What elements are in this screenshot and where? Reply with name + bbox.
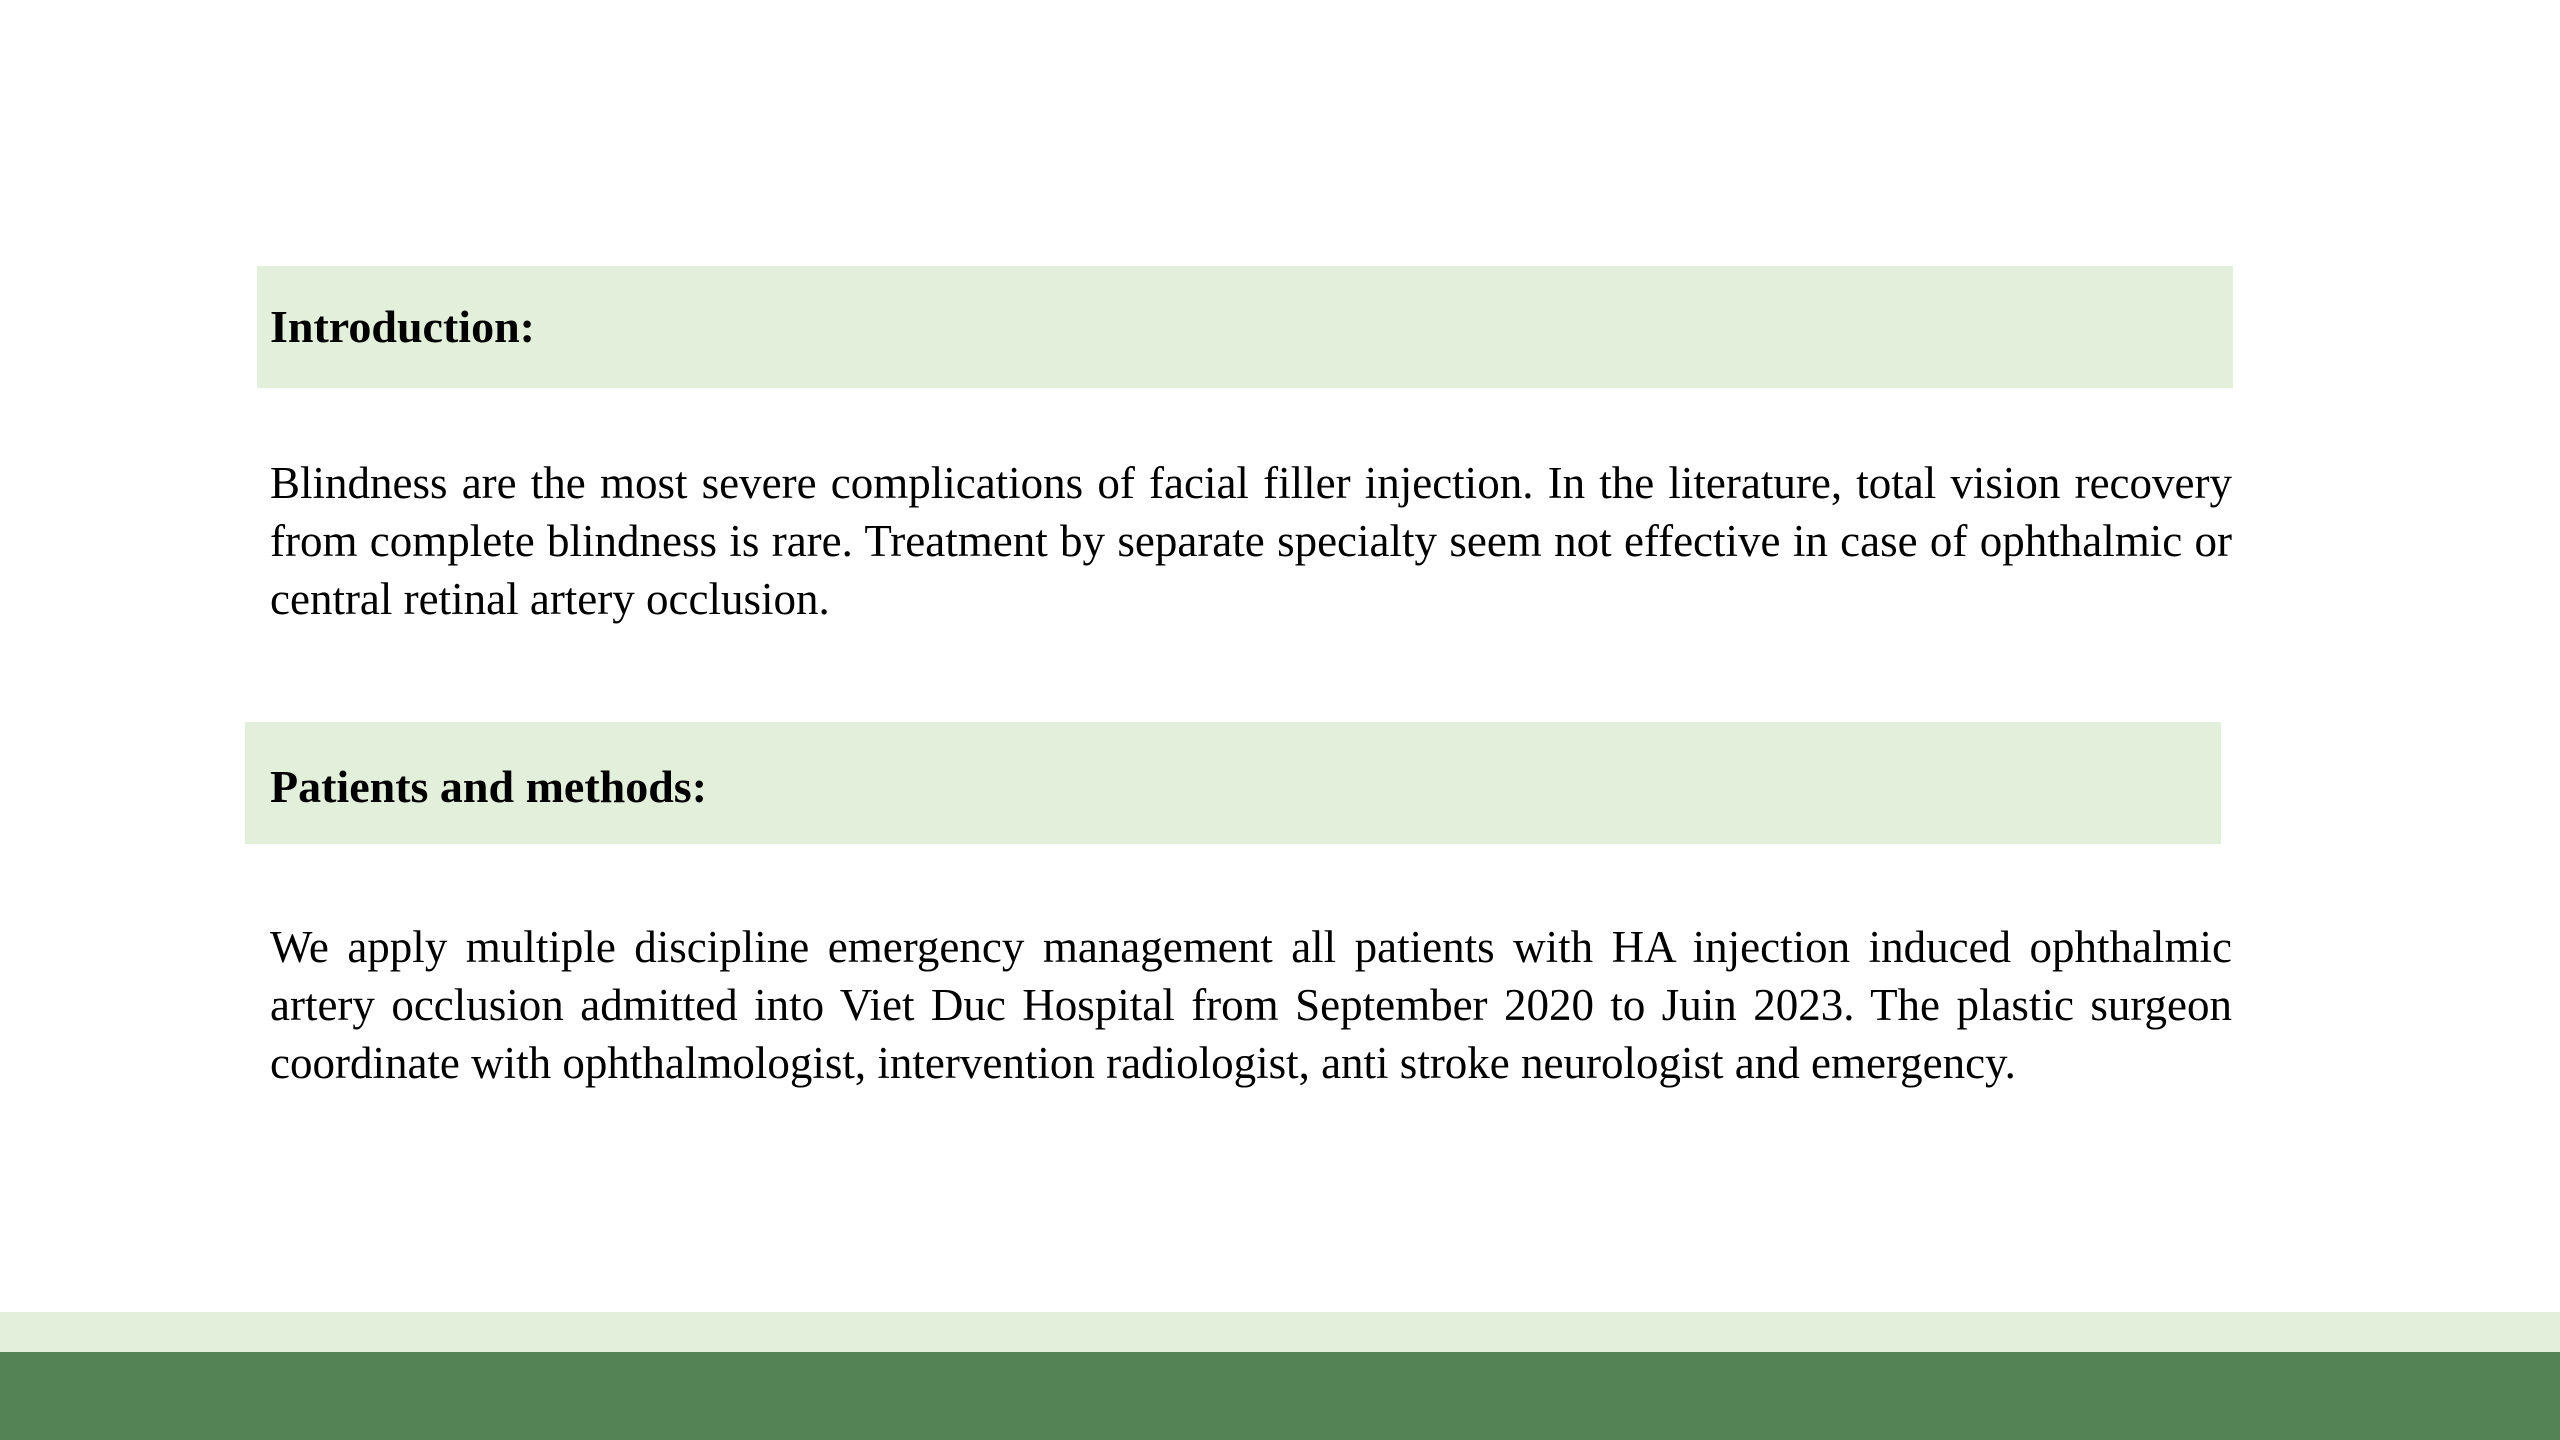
introduction-heading: Introduction:	[270, 301, 535, 352]
introduction-header	[257, 266, 2233, 388]
footer-dark-band	[0, 1352, 2560, 1440]
introduction-paragraph: Blindness are the most severe complications of facial filler injection. In the literature, total vision recovery from complete blindness is rare. Treatment by separate specialty seem not effective in case of ophthalmic or central retinal artery occlusion.	[270, 458, 2232, 624]
methods-header	[245, 722, 2221, 844]
methods-heading: Patients and methods:	[270, 761, 708, 812]
footer-light-band	[0, 1312, 2560, 1352]
methods-paragraph: We apply multiple discipline emergency management all patients with HA injection induced ophthalmic artery occlusion admitted into Viet Duc Hospital from September 2020 to Juin 2023. The plastic surgeon coordinate with ophthalmologist, intervention radiologist, anti stroke neurologist and emergency.	[270, 922, 2232, 1088]
